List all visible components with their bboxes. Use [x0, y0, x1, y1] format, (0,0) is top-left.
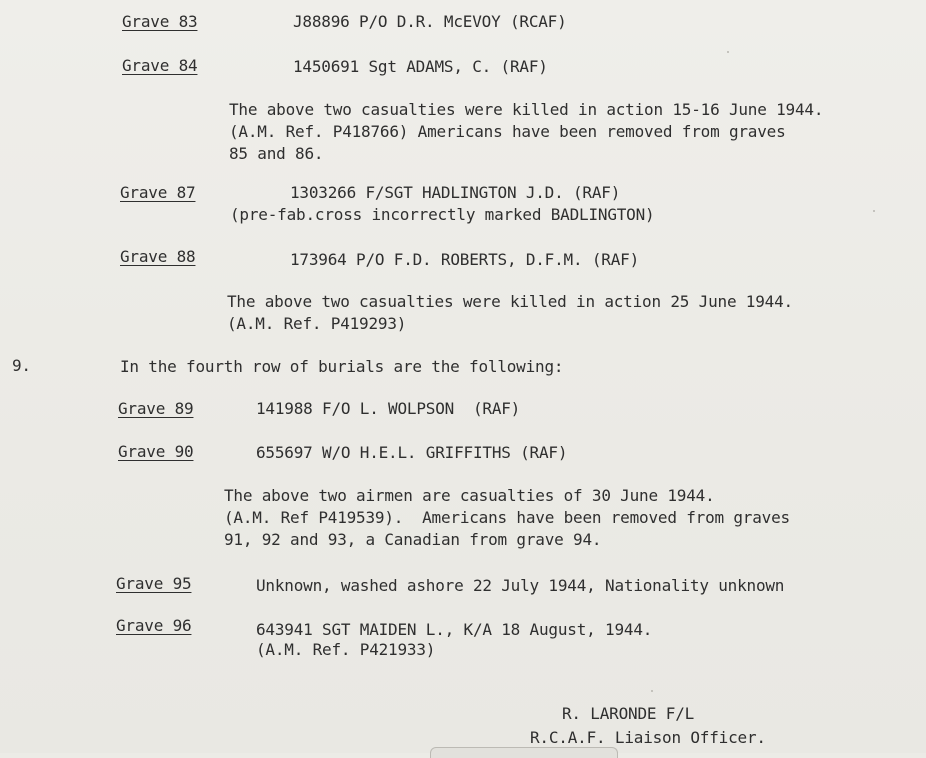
grave-label: Grave 83 — [122, 12, 198, 31]
grave-entry: 141988 F/O L. WOLPSON (RAF) — [256, 399, 521, 418]
section-number: 9. — [12, 356, 31, 375]
paragraph-line: 85 and 86. — [229, 144, 324, 163]
paragraph-line: The above two casualties were killed in action 25 June 1944. — [227, 292, 793, 311]
grave-entry: 643941 SGT MAIDEN L., K/A 18 August, 1944. — [256, 620, 653, 639]
grave-entry: Unknown, washed ashore 22 July 1944, Nationality unknown — [256, 576, 785, 595]
grave-entry-note: (A.M. Ref. P421933) — [256, 640, 436, 659]
grave-label: Grave 84 — [122, 56, 198, 75]
paragraph-line: The above two casualties were killed in action 15-16 June 1944. — [229, 100, 824, 119]
grave-entry: 655697 W/O H.E.L. GRIFFITHS (RAF) — [256, 443, 568, 462]
section-heading: In the fourth row of burials are the following: — [120, 357, 564, 376]
paragraph-line: (A.M. Ref P419539). Americans have been removed from graves — [224, 508, 790, 527]
paragraph-line: The above two airmen are casualties of 30 June 1944. — [224, 486, 715, 505]
paper-speck — [873, 210, 875, 212]
paragraph-line: (A.M. Ref. P418766) Americans have been removed from graves — [229, 122, 786, 141]
grave-entry-note: (pre-fab.cross incorrectly marked BADLINGTON) — [230, 205, 655, 224]
paragraph-line: (A.M. Ref. P419293) — [227, 314, 407, 333]
casualty-note-paragraph — [227, 291, 793, 335]
paragraph-line: 91, 92 and 93, a Canadian from grave 94. — [224, 530, 602, 549]
paper-speck — [651, 690, 653, 692]
grave-entry: J88896 P/O D.R. McEVOY (RCAF) — [293, 12, 567, 31]
signature-title: R.C.A.F. Liaison Officer. — [530, 728, 766, 747]
grave-label: Grave 89 — [118, 399, 194, 418]
grave-label: Grave 90 — [118, 442, 194, 461]
grave-label: Grave 95 — [116, 574, 192, 593]
paper-speck — [727, 51, 729, 53]
grave-label: Grave 96 — [116, 616, 192, 635]
grave-entry: 173964 P/O F.D. ROBERTS, D.F.M. (RAF) — [290, 250, 640, 269]
grave-label: Grave 88 — [120, 247, 196, 266]
casualty-note-paragraph — [229, 99, 823, 165]
casualty-note-paragraph — [224, 485, 790, 551]
signature-name: R. LARONDE F/L — [562, 704, 695, 723]
grave-label: Grave 87 — [120, 183, 196, 202]
grave-entry: 1303266 F/SGT HADLINGTON J.D. (RAF) — [290, 183, 621, 202]
grave-entry: 1450691 Sgt ADAMS, C. (RAF) — [293, 57, 548, 76]
